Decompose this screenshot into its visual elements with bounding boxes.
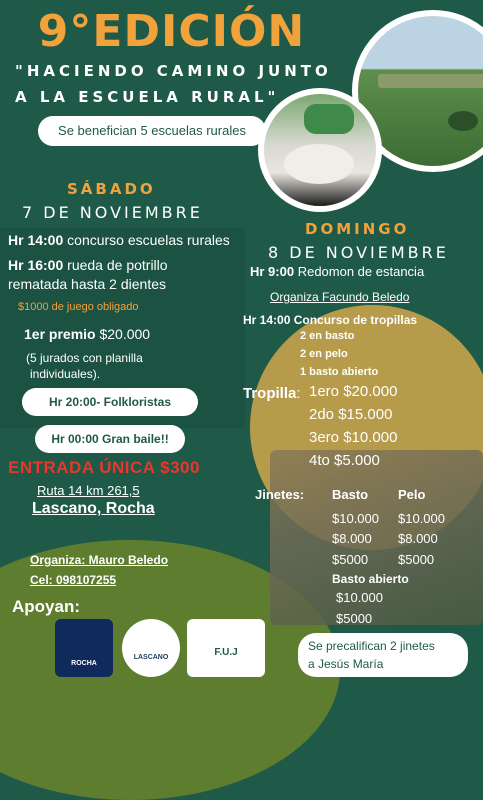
domingo-event-1 xyxy=(250,264,424,279)
domingo-organizer: Organiza Facundo Beledo xyxy=(270,290,410,304)
sabado-heading: SÁBADO xyxy=(67,180,156,198)
tropilla-prize-1: 1ero $20.000 xyxy=(309,383,398,400)
sabado-event-2-time: Hr 16:00 xyxy=(8,257,64,273)
tropilla-block: Tropilla: xyxy=(243,385,301,402)
footer-organizer: Organiza: Mauro Beledo xyxy=(30,553,169,567)
folk-pill: Hr 20:00- Folkloristas xyxy=(22,388,198,416)
pelo-prize-1: $10.000 xyxy=(398,511,445,526)
sabado-jury xyxy=(26,350,143,382)
sabado-prize xyxy=(24,326,150,342)
domingo-heading: DOMINGO xyxy=(305,220,410,238)
tropilla-label: Tropilla xyxy=(243,385,297,402)
tropilla-prize-2: 2do $15.000 xyxy=(309,406,393,423)
tropilla-prize-3: 3ero $10.000 xyxy=(309,429,398,446)
fuj-logo-text: F.U.J xyxy=(214,646,238,658)
abierto-label: Basto abierto xyxy=(332,572,409,586)
domingo-event-1-time: Hr 9:00 xyxy=(250,264,295,279)
basto-label: Basto xyxy=(332,487,369,502)
slogan-line-1: "HACIENDO CAMINO JUNTO xyxy=(15,62,332,80)
sabado-prize-value: $20.000 xyxy=(99,326,151,342)
schools-pill: Se benefician 5 escuelas rurales xyxy=(38,116,266,146)
lascano-logo xyxy=(122,619,180,677)
place: Lascano, Rocha xyxy=(32,500,155,517)
edition-title: 9°EDICIÓN xyxy=(37,6,306,57)
shearing-photo xyxy=(258,88,382,212)
sabado-fee: $1000 de juego obligado xyxy=(18,301,139,313)
rocha-logo-text: ROCHA xyxy=(71,659,97,667)
pelo-prize-2: $8.000 xyxy=(398,531,438,546)
pelo-label: Pelo xyxy=(398,487,426,502)
sabado-event-2 xyxy=(8,256,248,294)
domingo-date: 8 DE NOVIEMBRE xyxy=(268,243,449,262)
domingo-sub-1: 2 en basto xyxy=(300,330,355,342)
domingo-event-2: Hr 14:00 Concurso de tropillas xyxy=(243,313,418,327)
domingo-sub-3: 1 basto abierto xyxy=(300,366,379,378)
basto-prize-1: $10.000 xyxy=(332,511,379,526)
sabado-event-1-time: Hr 14:00 xyxy=(8,232,64,248)
pelo-prize-3: $5000 xyxy=(398,552,435,567)
sabado-date: 7 DE NOVIEMBRE xyxy=(22,203,203,222)
sabado-jury-line-2: individuales). xyxy=(30,367,101,381)
footer-phone: Cel: 098107255 xyxy=(30,573,117,587)
lascano-logo-text: LASCANO xyxy=(133,653,169,661)
sabado-jury-line-1: (5 jurados con planilla xyxy=(26,351,143,365)
tropilla-prize-4: 4to $5.000 xyxy=(309,452,380,469)
sabado-prize-label: 1er premio xyxy=(24,326,96,342)
qualify-line-1: Se precalifican 2 jinetes xyxy=(308,639,435,653)
fuj-logo xyxy=(187,619,265,677)
sabado-event-2-text-b: rematada hasta 2 dientes xyxy=(8,276,166,292)
sabado-event-2-text-a: rueda de potrillo xyxy=(67,257,168,273)
sabado-event-1 xyxy=(8,232,258,248)
domingo-event-1-text: Redomon de estancia xyxy=(297,264,425,279)
basto-prize-2: $8.000 xyxy=(332,531,372,546)
rocha-logo xyxy=(55,619,113,677)
abierto-prize-1: $10.000 xyxy=(336,590,383,605)
qualify-line-2: a Jesús María xyxy=(308,657,384,671)
abierto-prize-2: $5000 xyxy=(336,611,373,626)
supporters-label: Apoyan: xyxy=(12,597,80,616)
basto-prize-3: $5000 xyxy=(332,552,369,567)
route: Ruta 14 km 261,5 xyxy=(37,483,140,498)
slogan-line-2: A LA ESCUELA RURAL" xyxy=(15,88,280,106)
entry-price: ENTRADA ÚNICA $300 xyxy=(8,458,200,477)
qualify-pill xyxy=(298,633,468,677)
jinetes-label: Jinetes: xyxy=(255,487,305,502)
dance-pill: Hr 00:00 Gran baile!! xyxy=(35,425,185,453)
domingo-sub-2: 2 en pelo xyxy=(300,348,348,360)
sabado-event-1-text: concurso escuelas rurales xyxy=(67,232,230,248)
